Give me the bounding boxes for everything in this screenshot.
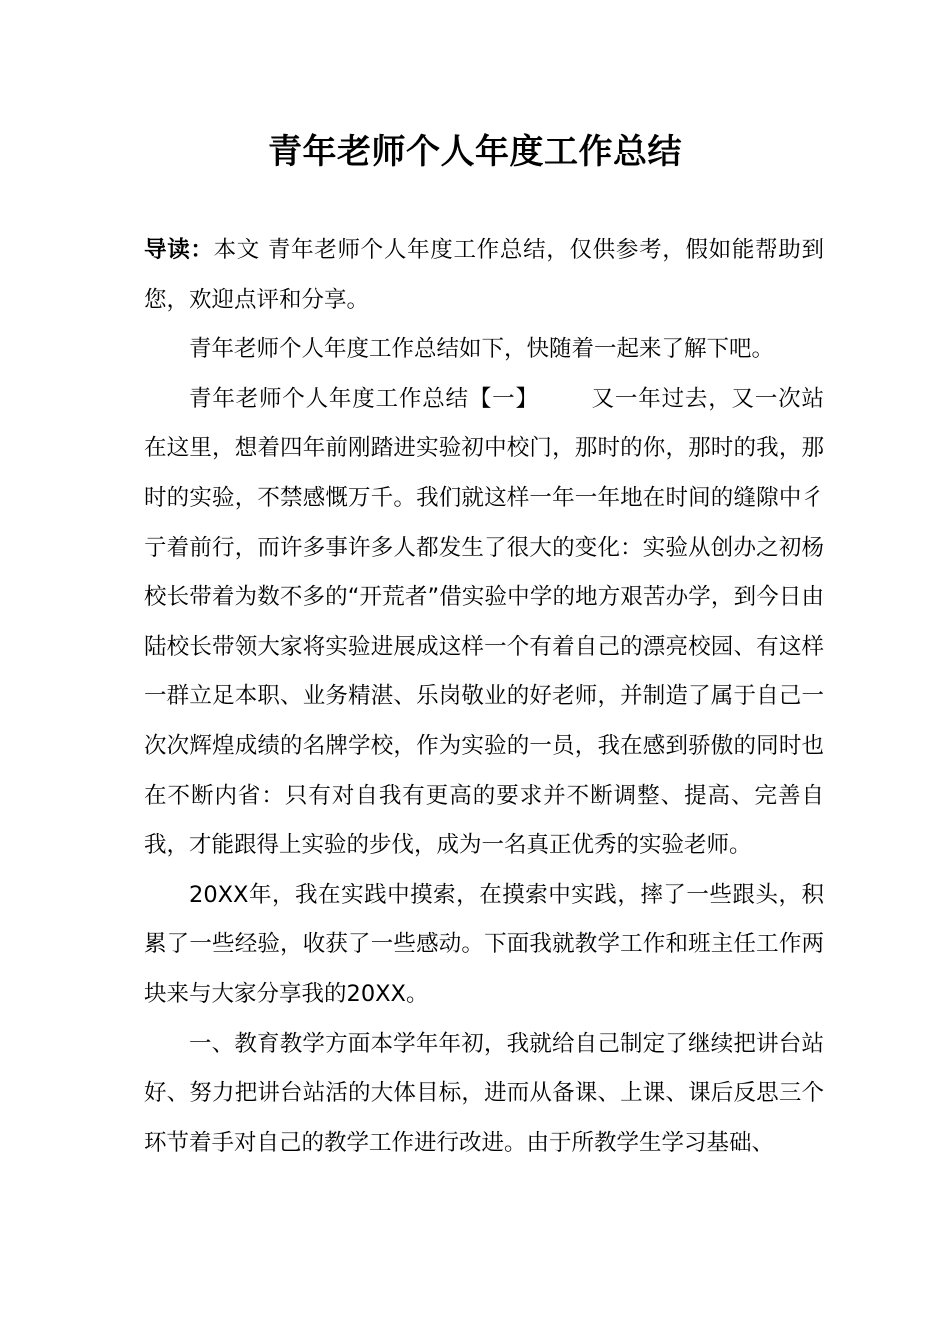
lead-paragraph: 青年老师个人年度工作总结如下，快随着一起来了解下吧。 bbox=[189, 336, 775, 363]
section-heading: 青年老师个人年度工作总结【一】 bbox=[189, 385, 539, 412]
document-title: 青年老师个人年度工作总结 bbox=[268, 132, 682, 172]
section-one-paragraph bbox=[144, 375, 824, 871]
intro-label: 导读： bbox=[144, 237, 214, 263]
section-body: 又一年过去，又一次站在这里，想着四年前刚踏进实验初中校门，那时的你，那时的我，那时的实验，不禁感慨万千。我们就这样一年一年地在时间的缝隙中彳亍着前行，而许多事许多人都发生了很大的变化：实验从创办之初杨校长带着为数不多的“开荒者”借实验中学的地方艰苦办学，到今日由陆校长带领大家将实验进展成这样一个有着自己的漂亮校园、有这样一群立足本职、业务精湛、乐岗敬业的好老师，并制造了属于自己一次次辉煌成绩的名牌学校，作为实验的一员，我在感到骄傲的同时也在不断内省：只有对自我有更高的要求并不断调整、提高、完善自我，才能跟得上实验的步伐，成为一名真正优秀的实验老师。 bbox=[144, 385, 824, 859]
teaching-paragraph: 一、教育教学方面本学年年初，我就给自己制定了继续把讲台站好、努力把讲台站活的大体目标，进而从备课、上课、课后反思三个环节着手对自己的教学工作进行改进。由于所教学生学习基础、 bbox=[144, 1030, 824, 1156]
intro-paragraph bbox=[144, 226, 824, 325]
year-paragraph: 20XX年，我在实践中摸索，在摸索中实践，摔了一些跟头，积累了一些经验，收获了一些感动。下面我就教学工作和班主任工作两块来与大家分享我的20XX。 bbox=[144, 881, 824, 1007]
intro-text: 本文 青年老师个人年度工作总结，仅供参考，假如能帮助到您，欢迎点评和分享。 bbox=[144, 237, 824, 313]
document-body bbox=[144, 226, 824, 1168]
